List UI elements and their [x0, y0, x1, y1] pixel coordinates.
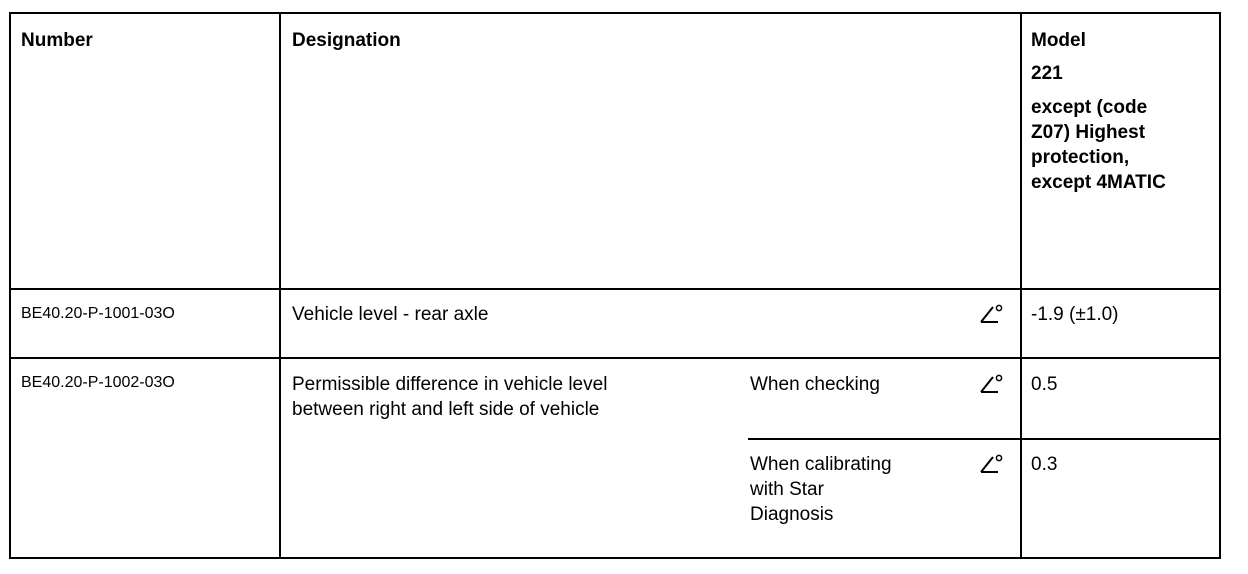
header-model-note-line: protection,: [1031, 147, 1130, 168]
header-model-note-line: except 4MATIC: [1031, 172, 1166, 193]
header-model-label: Model: [1031, 30, 1086, 51]
condition-label-line: with Star: [750, 479, 824, 500]
sub-row-divider: [748, 438, 1219, 440]
header-model-number: 221: [1031, 63, 1063, 84]
condition-label-line: Diagnosis: [750, 504, 834, 525]
condition-label: When checking: [750, 374, 880, 395]
header-model-note-line: Z07) Highest: [1031, 122, 1146, 143]
angle-degree-icon: [978, 373, 1004, 395]
row-number: BE40.20-P-1001-03O: [21, 305, 175, 322]
row-designation-line: between right and left side of vehicle: [292, 399, 600, 420]
column-divider: [279, 14, 281, 559]
column-divider: [1020, 14, 1022, 559]
spec-table: [9, 12, 1221, 559]
header-model-note-line: except (code: [1031, 97, 1148, 118]
row-value: 0.5: [1031, 374, 1058, 395]
row-value: -1.9 (±1.0): [1031, 304, 1119, 325]
angle-degree-icon: [978, 303, 1004, 325]
header-designation: Designation: [292, 30, 401, 51]
row-designation: Vehicle level - rear axle: [292, 304, 489, 325]
header-number: Number: [21, 30, 93, 51]
row-value: 0.3: [1031, 454, 1058, 475]
angle-degree-icon: [978, 453, 1004, 475]
row-designation-line: Permissible difference in vehicle level: [292, 374, 608, 395]
row-divider: [11, 357, 1219, 359]
row-number: BE40.20-P-1002-03O: [21, 374, 175, 391]
condition-label-line: When calibrating: [750, 454, 892, 475]
row-divider: [11, 288, 1219, 290]
